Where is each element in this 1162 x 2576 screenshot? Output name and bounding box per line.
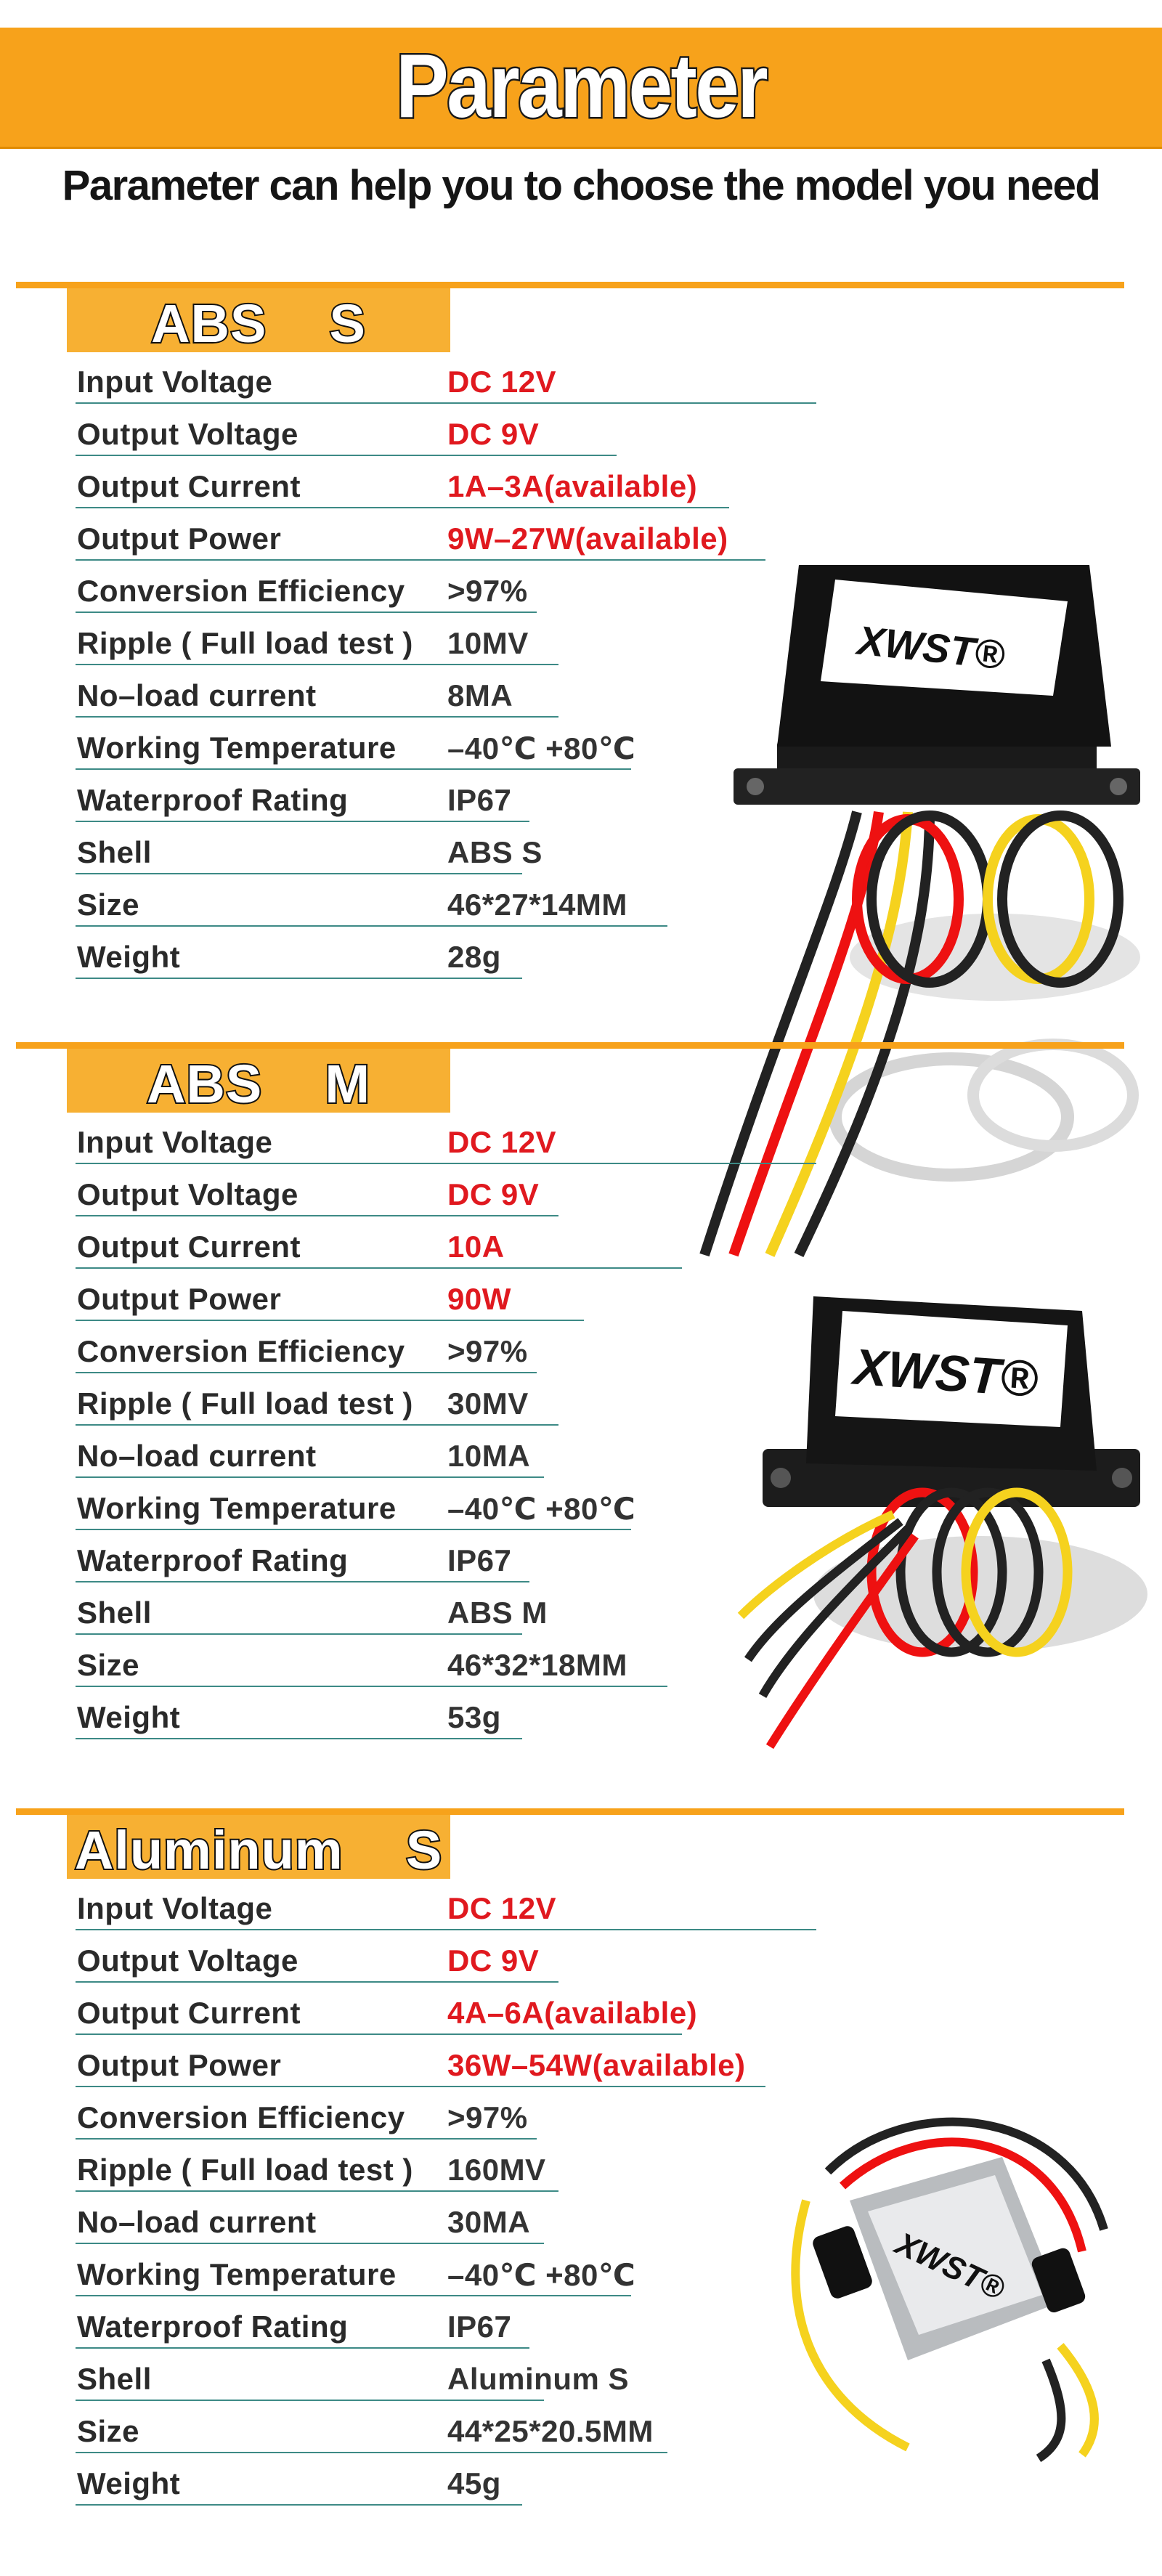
spec-value: –40℃ +80℃	[447, 1492, 636, 1526]
row-divider	[76, 455, 617, 456]
table-row	[76, 1173, 558, 1216]
section-abs-m	[0, 1042, 1162, 1768]
section-rule	[16, 1042, 1124, 1049]
table-row	[76, 1591, 548, 1635]
spec-value: >97%	[447, 1334, 528, 1368]
table-row	[76, 1643, 667, 1687]
spec-value: ABS M	[447, 1596, 548, 1630]
spec-label: Ripple ( Full load test )	[77, 2153, 413, 2187]
table-row	[76, 831, 543, 874]
spec-value: 53g	[447, 1700, 501, 1734]
section-tab	[67, 288, 450, 352]
spec-value: IP67	[447, 1543, 512, 1577]
spec-label: No–load current	[77, 678, 317, 712]
spec-label: Output Current	[77, 1996, 301, 2030]
table-row	[76, 2410, 667, 2453]
table-row	[76, 2253, 636, 2296]
spec-label: Conversion Efficiency	[77, 574, 405, 608]
row-divider	[76, 402, 816, 404]
row-divider	[76, 612, 537, 613]
spec-value: –40℃ +80℃	[447, 731, 636, 765]
row-divider	[76, 1215, 558, 1216]
spec-label: No–load current	[77, 2205, 317, 2239]
spec-value: >97%	[447, 2100, 528, 2134]
spec-value: IP67	[447, 2309, 512, 2344]
row-divider	[76, 1267, 682, 1269]
product-image-abs-m	[719, 1282, 1155, 1776]
spec-value: 30MV	[447, 1386, 529, 1421]
table-row	[76, 2044, 765, 2087]
spec-value: DC 12V	[447, 1891, 557, 1925]
section-tab	[67, 1815, 450, 1879]
row-divider	[76, 821, 529, 822]
spec-value: 45g	[447, 2466, 501, 2500]
spec-label: No–load current	[77, 1439, 317, 1473]
table-row	[76, 622, 558, 665]
section-rule	[16, 282, 1124, 288]
row-divider	[76, 2452, 667, 2453]
row-divider	[76, 1529, 631, 1530]
table-row	[76, 2462, 522, 2506]
table-row	[76, 1939, 558, 1983]
row-divider	[76, 2243, 544, 2244]
spec-value: –40℃ +80℃	[447, 2258, 636, 2292]
row-divider	[76, 2504, 522, 2506]
spec-label: Size	[77, 2414, 140, 2448]
row-divider	[76, 1633, 522, 1635]
spec-label: Waterproof Rating	[77, 783, 349, 817]
spec-label: Working Temperature	[77, 2257, 397, 2291]
table-row	[76, 1539, 529, 1582]
table-row	[76, 1225, 682, 1269]
product-logo: XWST®	[851, 1338, 1040, 1408]
row-divider	[76, 664, 558, 665]
table-row	[76, 465, 729, 508]
table-row	[76, 360, 816, 404]
section-tab	[67, 1049, 450, 1113]
spec-label: Output Voltage	[77, 417, 298, 451]
spec-value: IP67	[447, 783, 512, 817]
row-divider	[76, 2190, 558, 2192]
spec-label: Waterproof Rating	[77, 2309, 349, 2344]
spec-label: Conversion Efficiency	[77, 2100, 405, 2134]
spec-label: Ripple ( Full load test )	[77, 1386, 413, 1421]
spec-value: ABS S	[447, 835, 543, 869]
row-divider	[76, 1981, 558, 1983]
spec-value: Aluminum S	[447, 2362, 630, 2396]
row-divider	[76, 1476, 544, 1478]
spec-value: 10MA	[447, 1439, 531, 1473]
row-divider	[76, 1424, 558, 1426]
table-row	[76, 935, 522, 979]
table-row	[76, 517, 765, 561]
spec-label: Output Power	[77, 1282, 282, 1316]
table-row	[76, 2305, 529, 2349]
table-row	[76, 1330, 537, 1373]
product-logo: XWST®	[890, 2225, 1011, 2307]
spec-label: Output Voltage	[77, 1943, 298, 1978]
row-divider	[76, 1738, 522, 1739]
section-title: ABS M	[146, 1054, 371, 1114]
table-row	[76, 2357, 630, 2401]
spec-label: Size	[77, 887, 140, 922]
spec-label: Output Current	[77, 469, 301, 503]
table-row	[76, 883, 667, 927]
row-divider	[76, 2086, 765, 2087]
section-title: ABS S	[151, 293, 366, 354]
spec-label: Input Voltage	[77, 1125, 273, 1159]
spec-label: Input Voltage	[77, 1891, 273, 1925]
spec-label: Weight	[77, 1700, 181, 1734]
table-row	[76, 1696, 522, 1739]
spec-label: Size	[77, 1648, 140, 1682]
spec-value: 4A–6A(available)	[447, 1996, 698, 2030]
product-logo: XWST®	[855, 617, 1007, 678]
row-divider	[76, 507, 729, 508]
spec-value: 44*25*20.5MM	[447, 2414, 654, 2448]
spec-label: Shell	[77, 835, 152, 869]
row-divider	[76, 1372, 537, 1373]
spec-label: Waterproof Rating	[77, 1543, 349, 1577]
section-abs-s	[0, 282, 1162, 994]
table-row	[76, 779, 529, 822]
page-subtitle: Parameter can help you to choose the model you need	[62, 162, 1100, 209]
section-aluminum-s	[0, 1808, 1162, 2535]
spec-value: 36W–54W(available)	[447, 2048, 746, 2082]
row-divider	[76, 1581, 529, 1582]
spec-label: Ripple ( Full load test )	[77, 626, 413, 660]
row-divider	[76, 716, 558, 718]
section-title: Aluminum S	[74, 1820, 443, 1880]
spec-value: 10A	[447, 1230, 505, 1264]
spec-label: Shell	[77, 2362, 152, 2396]
table-row	[76, 1382, 558, 1426]
page-title: Parameter	[395, 36, 767, 137]
spec-label: Conversion Efficiency	[77, 1334, 405, 1368]
spec-label: Working Temperature	[77, 731, 397, 765]
spec-label: Working Temperature	[77, 1491, 397, 1525]
row-divider	[76, 1929, 816, 1930]
row-divider	[76, 768, 631, 770]
row-divider	[76, 559, 765, 561]
spec-value: DC 9V	[447, 1177, 540, 1211]
spec-value: DC 9V	[447, 417, 540, 451]
spec-label: Output Power	[77, 2048, 282, 2082]
table-row	[76, 2201, 544, 2244]
spec-label: Weight	[77, 940, 181, 974]
table-row	[76, 413, 617, 456]
table-row	[76, 2148, 558, 2192]
row-divider	[76, 2400, 544, 2401]
spec-value: 10MV	[447, 626, 529, 660]
spec-label: Output Voltage	[77, 1177, 298, 1211]
row-divider	[76, 2033, 682, 2035]
table-row	[76, 1487, 636, 1530]
row-divider	[76, 2295, 631, 2296]
spec-value: 160MV	[447, 2153, 546, 2187]
row-divider	[76, 1163, 816, 1164]
spec-value: 9W–27W(available)	[447, 521, 728, 556]
table-row	[76, 674, 558, 718]
row-divider	[76, 2347, 529, 2349]
spec-value: DC 12V	[447, 1125, 557, 1159]
section-rule	[16, 1808, 1124, 1815]
spec-value: >97%	[447, 574, 528, 608]
row-divider	[76, 1320, 584, 1321]
product-image-aluminum-s	[763, 2084, 1126, 2462]
table-row	[76, 2096, 537, 2140]
spec-value: 30MA	[447, 2205, 531, 2239]
row-divider	[76, 873, 522, 874]
table-row	[76, 1121, 816, 1164]
spec-value: 46*32*18MM	[447, 1648, 627, 1682]
table-row	[76, 569, 537, 613]
spec-value: 46*27*14MM	[447, 887, 627, 922]
row-divider	[76, 925, 667, 927]
spec-value: 8MA	[447, 678, 513, 712]
row-divider	[76, 1686, 667, 1687]
row-divider	[76, 978, 522, 979]
table-row	[76, 1887, 816, 1930]
spec-label: Output Current	[77, 1230, 301, 1264]
spec-value: 90W	[447, 1282, 511, 1316]
spec-label: Output Power	[77, 521, 282, 556]
table-row	[76, 726, 636, 770]
spec-label: Weight	[77, 2466, 181, 2500]
table-row	[76, 1991, 698, 2035]
table-row	[76, 1434, 544, 1478]
spec-value: 1A–3A(available)	[447, 469, 698, 503]
spec-label: Input Voltage	[77, 365, 273, 399]
spec-value: DC 12V	[447, 365, 557, 399]
table-row	[76, 1277, 584, 1321]
spec-label: Shell	[77, 1596, 152, 1630]
row-divider	[76, 2138, 537, 2140]
spec-value: DC 9V	[447, 1943, 540, 1978]
spec-value: 28g	[447, 940, 501, 974]
